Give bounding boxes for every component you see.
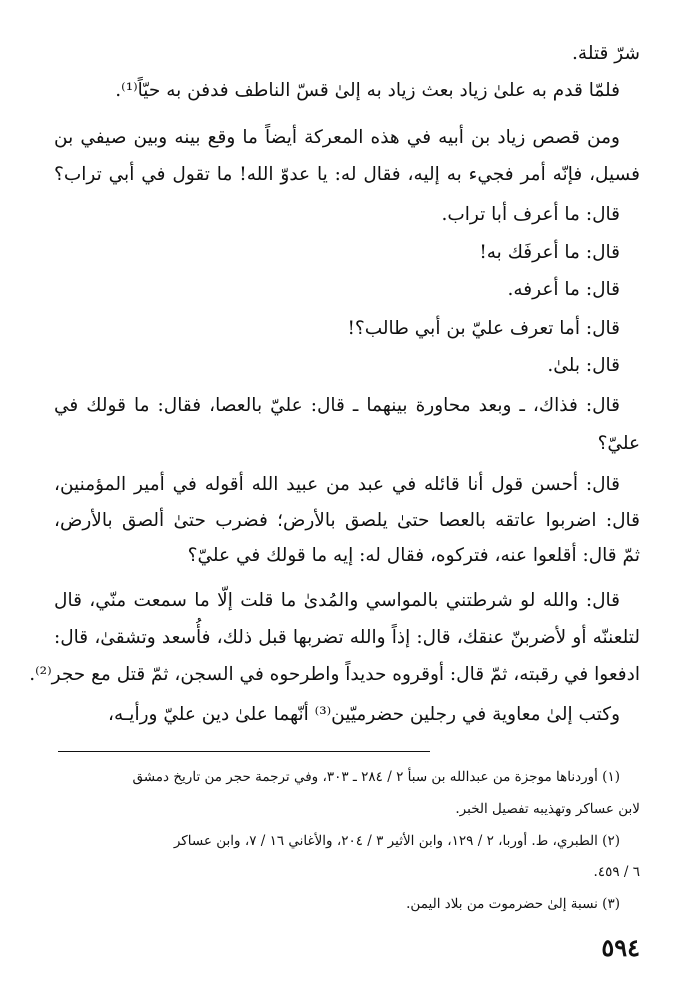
body-line: قال: ما أعرفَك به! [479, 242, 620, 263]
body-line: ثمّ قال: أقلعوا عنه، فتركوه، فقال له: إيه ما قولك في عليّ؟ [187, 545, 640, 566]
body-line: عليّ؟ [597, 433, 640, 454]
body-line: فسيل، فإنّه أمر فجيء به إليه، فقال له: يا عدوّ الله! ما تقول في أبي تراب؟ [54, 164, 640, 185]
body-line: وكتب إلىٰ معاوية في رجلين حضرميّين⁽³⁾ أنّهما علىٰ دين عليّ ورأيـه، [108, 704, 620, 725]
body-line: قال: ما أعرفه. [507, 279, 620, 300]
body-line: ومن قصص زياد بن أبيه في هذه المعركة أيضاً ما وقع بينه وبين صيفي بن [54, 127, 620, 148]
page-number: ٥٩٤ [601, 933, 640, 962]
footnote-line: (١) أوردناها موجزة من عبدالله بن سبأ ٢ / ٢٨٤ ـ ٣٠٣، وفي ترجمة حجر من تاريخ دمشق [132, 769, 620, 785]
body-line: فلمّا قدم به علىٰ زياد بعث زياد به إلىٰ قسّ الناطف فدفن به حيّاً⁽¹⁾. [115, 80, 620, 101]
footnote-divider [58, 751, 430, 752]
body-line: قال: والله لو شرطتني بالمواسي والمُدىٰ ما قلت إلّا ما سمعت منّي، قال [54, 590, 620, 611]
footnote-line: ٦ / ٤٥٩. [593, 864, 640, 880]
body-line: ادفعوا في رقبته، ثمّ قال: أوقروه حديداً واطرحوه في السجن، ثمّ قتل مع حجر⁽²⁾. [29, 664, 640, 685]
footnote-line: (٢) الطبري، ط. أوربا، ٢ / ١٢٩، وابن الأثير ٣ / ٢٠٤، والأغاني ١٦ / ٧، وابن عساكر [173, 833, 620, 849]
body-line: قال: فذاك، ـ وبعد محاورة بينهما ـ قال: عليّ بالعصا، فقال: ما قولك في [54, 395, 620, 416]
body-line: قال: بلىٰ. [547, 355, 620, 376]
body-line: قال: أحسن قول أنا قائله في عبد من عبيد الله أقوله في أمير المؤمنين، [54, 474, 620, 495]
body-line: لتلعننّه أو لأضربنّ عنقك، قال: إذاً والله تضربها قبل ذلك، فأُسعد وتشقىٰ، قال: [54, 627, 640, 648]
body-line: شرّ قتلة. [572, 43, 640, 64]
body-line: قال: ما أعرف أبا تراب. [441, 204, 620, 225]
body-line: قال: اضربوا عاتقه بالعصا حتىٰ يلصق بالأرض؛ فضرب حتىٰ ألصق بالأرض، [54, 510, 640, 531]
footnote-line: لابن عساكر وتهذيبه تفصيل الخبر. [455, 801, 640, 817]
body-line: قال: أما تعرف عليّ بن أبي طالب؟! [347, 318, 620, 339]
footnote-line: (٣) نسبة إلىٰ حضرموت من بلاد اليمن. [406, 896, 620, 912]
